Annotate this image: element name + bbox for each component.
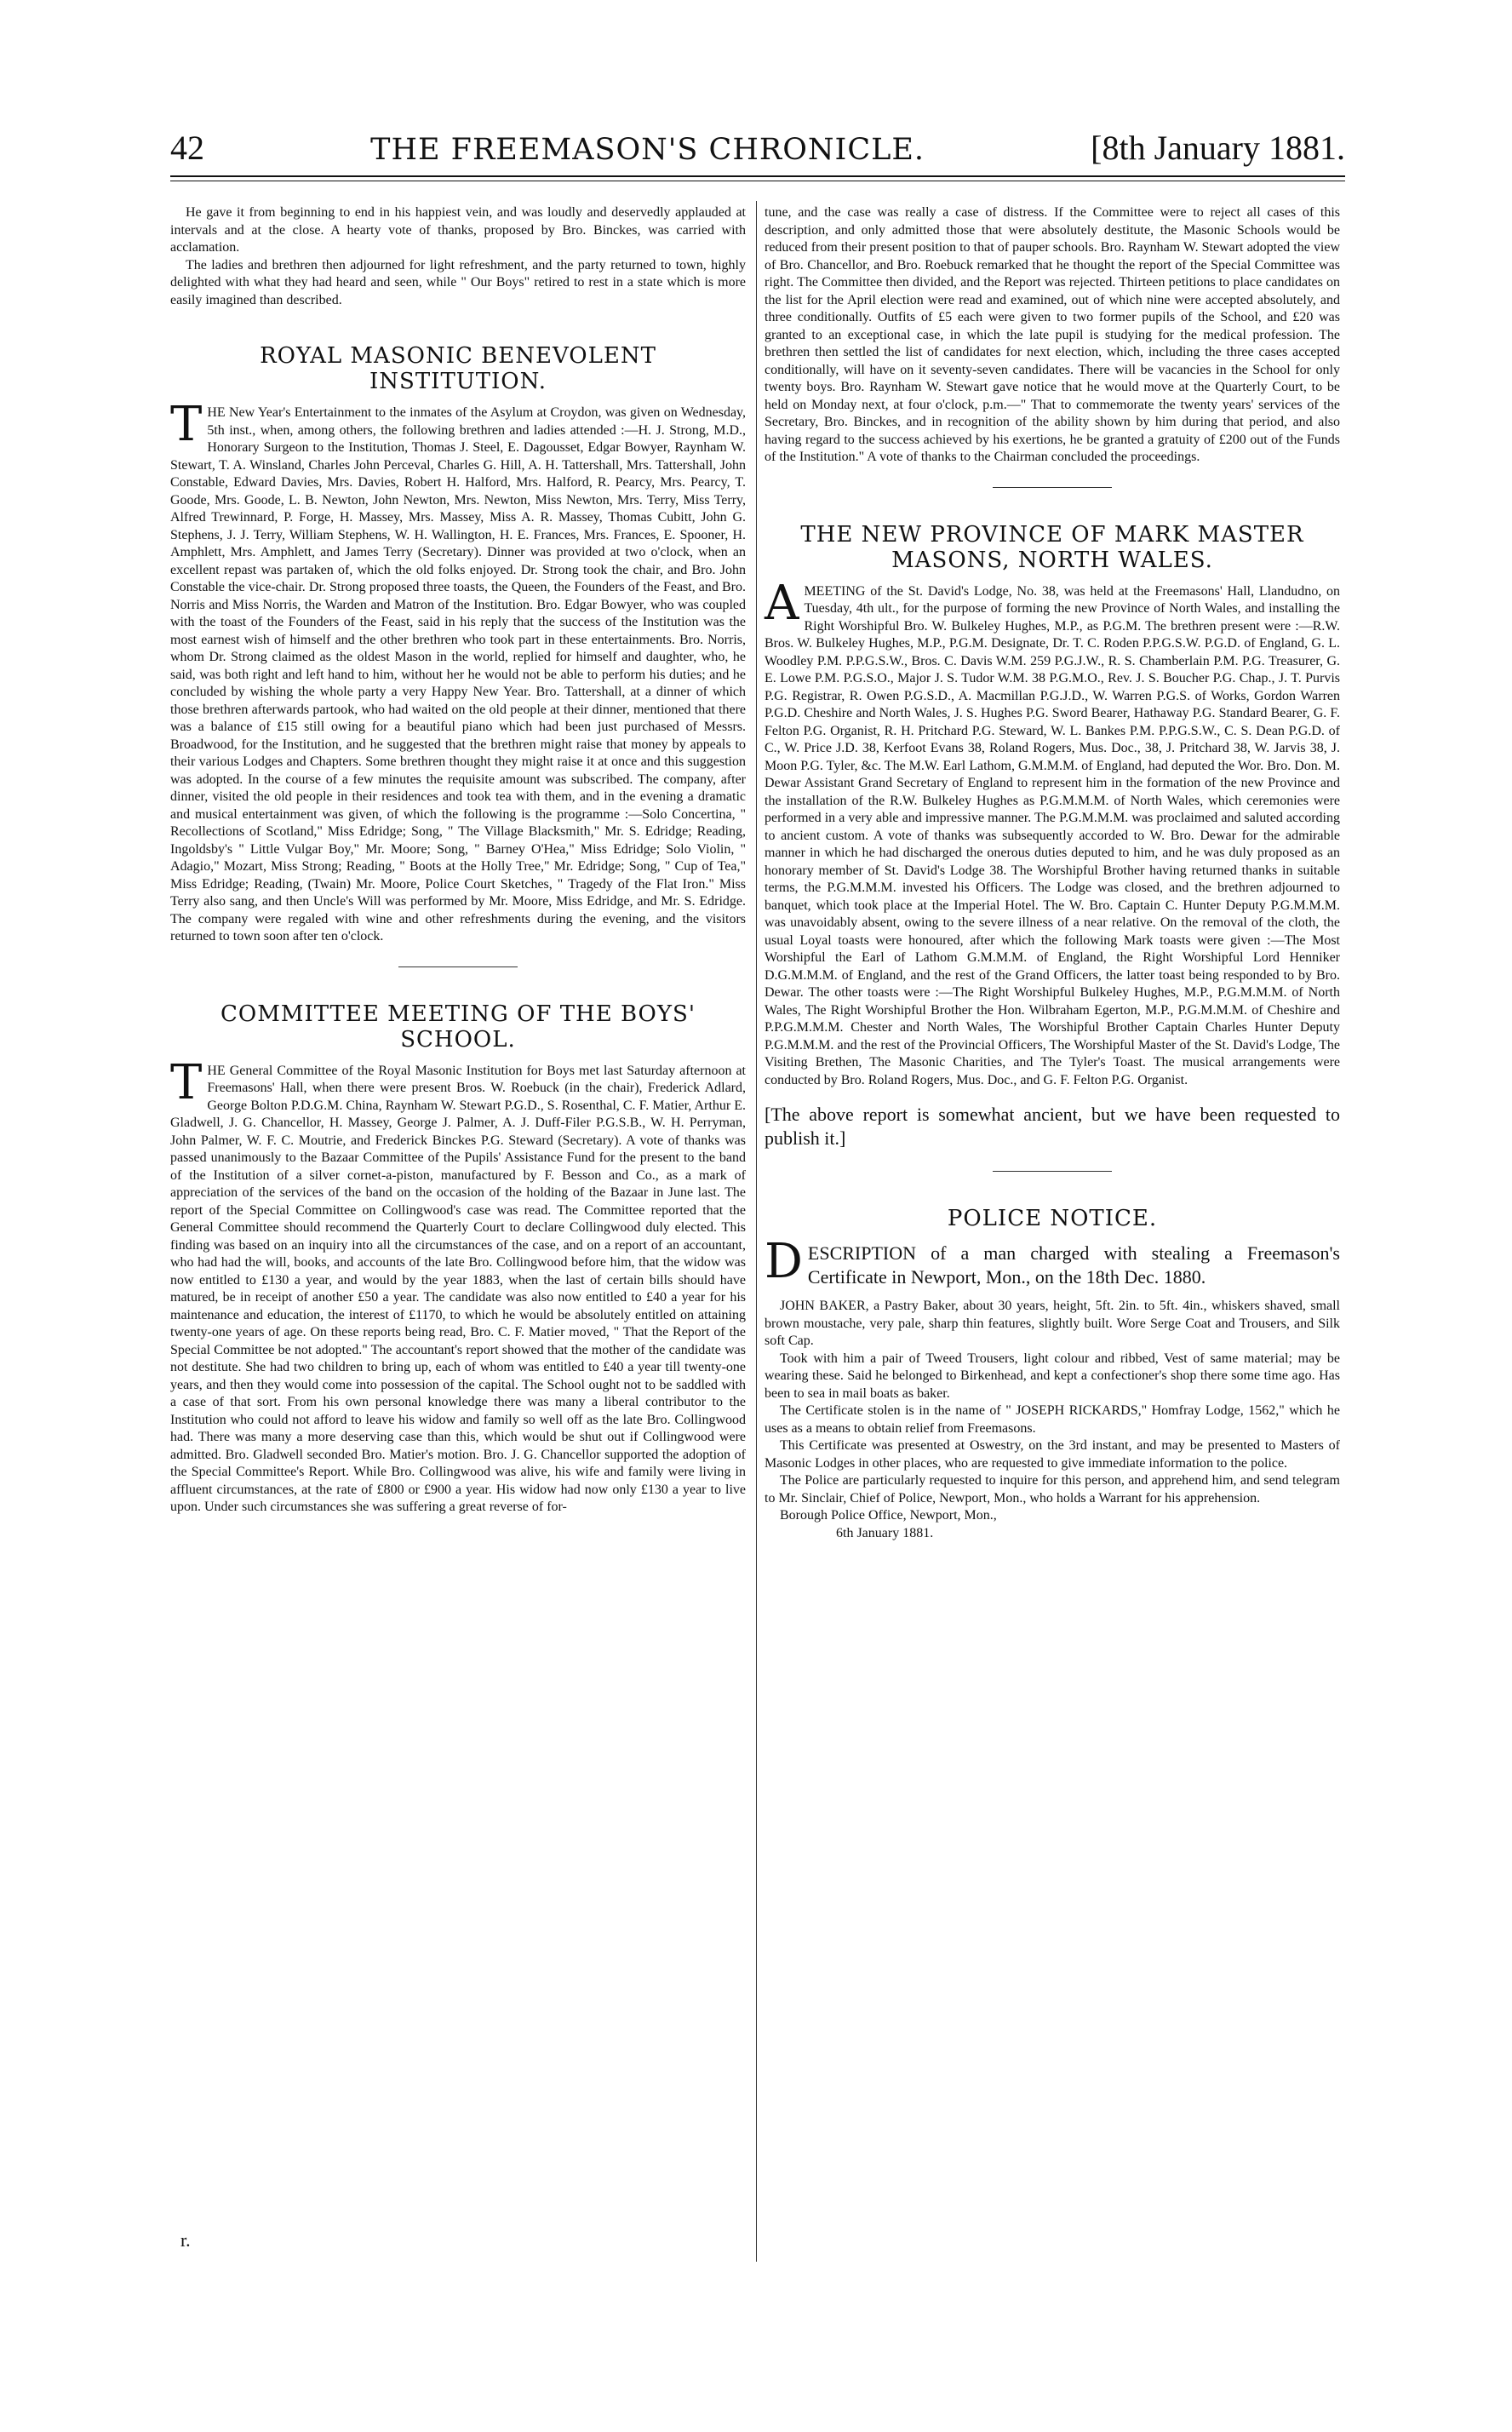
police-paragraph: This Certificate was presented at Oswestry, on the 3rd instant, and may be presented to Masters of Masonic Lodges in other places, who are requested to give immediate information to the police.	[765, 1438, 1340, 1471]
section-divider	[993, 487, 1112, 488]
police-paragraph: The Police are particularly requested to inquire for this person, and apprehend him, and send telegram to Mr. Sinclair, Chief of Police, Newport, Mon., who holds a Warrant for his apprehension.	[765, 1473, 1340, 1506]
committee-heading: COMMITTEE MEETING OF THE BOYS' SCHOOL.	[220, 1001, 696, 1053]
drop-cap: A	[765, 575, 799, 631]
mark-masons-paragraph: AMEETING of the St. David's Lodge, No. 38, was held at the Freemasons' Hall, Llandudno, on Tuesday, 4th ult., for the purpose of forming the new Province of North Wales, and installing the Right Worshipful Bro. W. Bulkeley Hughes, M.P., as P.G.M. The brethren present were :—R.W. Bros. W. Bulkeley Hughes, M.P., P.G.M. Designate, Dr. T. C. Roden P.P.G.S.W. P.G.D. of England, G. L. Woodley P.M. P.P.G.S.W., Bros. C. Davis W.M. 259 P.G.J.W., R. S. Chamberlain P.M. P.G. Treasurer, G. E. Lowe P.M. P.G.S.O., Major J. S. Tudor W.M. 38 P.G.M.O., Rev. J. S. Boucher P.G. Chap., J. T. Purvis P.G. Registrar, R. Owen P.G.S.D., A. Macmillan P.G.J.D., W. Warren P.G.S. of Works, Gordon Warren P.G.D. Cheshire and North Wales, J. S. Hughes P.G. Sword Bearer, Hathaway P.G. Standard Bearer, G. F. Felton P.G. Organist, R. H. Pritchard P.G. Steward, W. L. Bankes P.M. P.P.G.S.W., C. S. Dean P.G.D. of C., W. Price J.D. 38, Kerfoot Evans 38, Roland Rogers, Mus. Doc., 38, J. Pritchard 38, W. Jarvis 38, J. Moon P.G. Tyler, &c. The M.W. Earl Lathom, G.M.M.M. of England, had deputed the Wor. Bro. Don. M. Dewar Assistant Grand Secretary of England to represent him in the formation of the new Province and the installation of the R.W. Bulkeley Hughes as P.G.M.M.M. of North Wales, which ceremonies were performed in a very able and impressive manner. The P.G.M.M.M. was proclaimed and saluted according to ancient custom. A vote of thanks was subsequently accorded to W. Bro. Dewar for the admirable manner in which he had discharged the onerous duties deputed to him, and he was duly proposed as an honorary member of St. David's Lodge 38. The Worshipful Brother having returned thanks in suitable terms, the P.G.M.M.M. invested his Officers. The Lodge was closed, and the brethren adjourned to banquet, which took place at the Imperial Hotel. The W. Bro. Captain C. Hunter Deputy P.G.M.M.M. was unavoidably absent, owing to the severe illness of a near relative. On the removal of the cloth, the usual Loyal toasts were honoured, after which the following Mark toasts were given :—The Most Worshipful the Earl of Lathom G.M.M.M. of England, the Right Worshipful Lord Henniker D.G.M.M.M. of England, and the rest of the Grand Officers, the latter toast being responded to by Bro. Dewar. The other toasts were :—The Right Worshipful Bulkeley Hughes, M.P., P.G.M.M.M. of North Wales, The Right Worshipful Brother the Hon. Wilbraham Egerton, M.P., P.G.M.M.M. of Cheshire and P.P.G.M.M.M. Chester and North Wales, The Worshipful Brother Captain Charles Hunter Deputy P.G.M.M.M. and the rest of the Provincial Officers, The Worshipful Master of the St. David's Lodge, The Visiting Brethen, The Masonic Charities, and The Tyler's Toast. The musical arrangements were conducted by Bro. Roland Rogers, Mus. Doc., and G. F. Felton P.G. Organist.	[765, 575, 1340, 1087]
committee-paragraph: THE General Committee of the Royal Masonic Institution for Boys met last Saturday afternoon at Freemasons' Hall, when there were present Bros. W. Roebuck (in the chair), Frederick Adlard, George Bolton P.D.G.M. China, Raynham W. Stewart P.G.D., S. Rosenthal, C. F. Matier, Arthur E. Gladwell, J. G. Chancellor, H. Massey, George J. Palmer, A. J. Duff-Filer P.G.S.B., W. H. Perryman, John Palmer, W. F. C. Moutrie, and Frederick Binckes P.G. Steward (Secretary). A vote of thanks was passed unanimously to the Bazaar Committee of the Pupils' Assistance Fund for the present to the band of the Institution of a silver cornet-a-piston, manufactured by F. Besson and Co., as a mark of appreciation of the services of the band on the occasion of the holding of the Bazaar in June last. The report of the Special Committee on Collingwood's case was read. The Committee reported that the General Committee should recommend the Quarterly Court to declare Collingwood duly elected. This finding was based on an inquiry into all the circumstances of the case, and on a report of an accountant, who had had the will, books, and accounts of the late Bro. Collingwood before him, that the widow was now entitled to £130 a year, and would by the year 1883, when the last of certain bills should have matured, be in receipt of another £50 a year. The candidate was also now entitled to £40 a year for his maintenance and education, the interest of £1170, to which he would be absolutely entitled on attaining twenty-one years of age. On these reports being read, Bro. C. F. Matier moved, " That the Report of the Special Committee be not adopted." The accountant's report showed that the mother of the candidate was not destitute. She had two children to bring up, each of whom was entitled to £40 a year till twenty-one years, and then they would come into possession of the capital. The School ought not to be saddled with a case of that sort. From his own personal knowledge there was many a liberal contributor to the Institution who could not afford to leave his widow and family so well off as the late Bro. Collingwood had. There was many a more deserving case than this, which would be shut out if Collingwood were admitted. Bro. Gladwell seconded Bro. Matier's motion. Bro. J. G. Chancellor supported the adoption of the Special Committee's Report. While Bro. Collingwood was alive, his wife and family were living in affluent circumstances, at the rate of £800 or £900 a year. His widow had now only £130 a year to live upon. Under such circumstances she was suffering a great reverse of for-	[170, 1054, 746, 1514]
left-column	[170, 204, 746, 1517]
drop-cap: T	[170, 397, 203, 452]
rmbi-heading: ROYAL MASONIC BENEVOLENT INSTITUTION.	[260, 343, 656, 394]
drop-cap: T	[170, 1054, 203, 1110]
section-divider	[993, 1171, 1112, 1172]
header-rule-top	[170, 175, 1345, 177]
police-paragraph: JOHN BAKER, a Pastry Baker, about 30 years, height, 5ft. 2in. to 5ft. 4in., whiskers shaved, small brown moustache, very pale, sharp thin features, slightly built. Wore Serge Coat and Trousers, and Silk soft Cap.	[765, 1299, 1340, 1348]
column-divider	[756, 201, 757, 2262]
police-paragraph: The Certificate stolen is in the name of " JOSEPH RICKARDS," Homfray Lodge, 1562," which he uses as a means to obtain relief from Freemasons.	[765, 1403, 1340, 1436]
rmbi-paragraph: THE New Year's Entertainment to the inmates of the Asylum at Croydon, was given on Wednesday, 5th inst., when, among others, the following brethren and ladies attended :—H. J. Strong, M.D., Honorary Surgeon to the Institution, Thomas J. Steel, E. Dagousset, Edgar Bowyer, Raynham W. Stewart, T. A. Winsland, Charles John Perceval, Charles G. Hill, A. H. Tattershall, Mrs. Tattershall, John Constable, Edward Davies, Mrs. Davies, Robert H. Halford, Mrs. Halford, R. Pearcy, Mrs. Pearcy, T. Goode, Mrs. Goode, L. B. Newton, John Newton, Mrs. Newton, Miss Newton, Mrs. Terry, Miss Terry, Alfred Trewinnard, P. Forge, H. Massey, Mrs. Massey, Miss A. R. Massey, Thomas Cubitt, John G. Stephens, J. J. Terry, William Stephens, W. H. Wallington, H. E. Frances, Mrs. Frances, E. Spooner, H. Amphlett, Mrs. Amphlett, and James Terry (Secretary). Dinner was provided at two o'clock, when an excellent repast was partaken of, which the old folks enjoyed. Dr. Strong took the chair, and Bro. John Constable the vice-chair. Dr. Strong proposed three toasts, the Queen, the Founders of the Feast, and Bro. Norris and Miss Norris, the Warden and Matron of the Institution. Bro. Edgar Bowyer, who was coupled with the toast of the Founders of the Feast, said in his reply that the success of the Institution was the most earnest wish of himself and the other brethren who took part in these entertainments. Bro. Norris, whom Dr. Strong claimed as the oldest Mason in the world, replied for himself and daughter, who, he said, was both right and left hand to him, without her he would not be able to perform his duties; and he concluded by wishing the whole party a very Happy New Year. Bro. Tattershall, at a dinner of which those brethren afterwards partook, who had waited on the old people at their dinner, mentioned that there was a balance of £15 still owing for a beautiful piano which had been just purchased of Messrs. Broadwood, for the Institution, and he suggested that the brethren might raise that money by appeals to their various Lodges and Chapters. Some brethren thought they might raise it at once and this suggestion was adopted. In the course of a few minutes the requisite amount was subscribed. The company, after dinner, visited the old people in their residences and took tea with them, and in the evening a dramatic and musical entertainment was given, of which the following is the programme :—Solo Concertina, " Recollections of Scotland," Miss Edridge; Song, " The Village Blacksmith," Mr. S. Edridge; Reading, Ingoldsby's " Little Vulgar Boy," Mr. Moore; Song, " Barney O'Hea," Miss Edridge; Solo Violin, " Adagio," Mozart, Miss Strong; Reading, " Boots at the Holly Tree," Mr. Edridge; Song, " Cup of Tea," Miss Edridge; Reading, (Twain) Mr. Moore, Police Court Sketches, " Tragedy of the Flat Iron." Miss Terry also sang, and then Uncle's Will was performed by Mr. Moore, Miss Edridge, and Mr. S. Edridge. The company were regaled with wine and other refreshments during the evening, and the visitors returned to town soon after ten o'clock.	[170, 397, 746, 944]
right-column	[765, 204, 1340, 1542]
drop-cap: D	[765, 1234, 803, 1289]
article-paragraph: The ladies and brethren then adjourned for light refreshment, and the party returned to town, highly delighted with what they had heard and seen, while " Our Boys" retired to rest in a state which is more easily imagined than described.	[170, 257, 746, 307]
mark-masons-heading: THE NEW PROVINCE OF MARK MASTER MASONS, NORTH WALES.	[800, 521, 1304, 573]
police-notice-intro: DESCRIPTION of a man charged with stealing a Freemason's Certificate in Newport, Mon., on the 18th Dec. 1880.	[765, 1234, 1340, 1289]
publication-title: THE FREEMASON'S CHRONICLE.	[370, 133, 925, 167]
article-paragraph: He gave it from beginning to end in his happiest vein, and was loudly and deservedly applauded at intervals and at the close. A hearty vote of thanks, proposed by Bro. Binckes, was carried with acclamation.	[170, 205, 746, 255]
page-header	[170, 128, 1345, 170]
police-signature-date: 6th January 1881.	[836, 1525, 934, 1540]
police-signature: Borough Police Office, Newport, Mon.,	[780, 1508, 997, 1523]
editor-note: [The above report is somewhat ancient, but we have been requested to publish it.]	[765, 1104, 1340, 1149]
committee-continuation: tune, and the case was really a case of distress. If the Committee were to reject all cases of this description, and only admitted those that were absolutely destitute, the Masonic Schools would be reduced from their present position to that of pauper schools. Bro. Raynham W. Stewart adopted the view of Bro. Chancellor, and Bro. Roebuck remarked that he thought the report of the Special Committee was right. The Committee then divided, and the Report was rejected. Thirteen petitions to place candidates on the list for the April election were read and examined, out of which nine were accepted absolutely, and three conditionally. Outfits of £5 each were given to two former pupils of the School, and £20 was granted to an exceptional case, in which the late pupil is studying for the medical profession. The brethren then settled the list of candidates for next election, which, including the three cases accepted conditionally, will have on it seventy-seven candidates. There will be vacancies in the School for only twenty boys. Bro. Raynham W. Stewart gave notice that he would move at the Quarterly Court, to be held on Monday next, at four o'clock, p.m.—" That to commemorate the twenty years' services of the Secretary, Bro. Binckes, and in recognition of the ability shown by him during that period, and also having regard to the success achieved by his exertions, he be granted a gratuity of £200 out of the Funds of the Institution." A vote of thanks to the Chairman concluded the proceedings.	[765, 205, 1340, 464]
police-notice-heading: POLICE NOTICE.	[947, 1206, 1158, 1231]
footer-mark: r.	[180, 2229, 191, 2251]
police-paragraph: Took with him a pair of Tweed Trousers, light colour and ribbed, Vest of same material; may be wearing these. Said he belonged to Birkenhead, and kept a confectioner's shop there some time ago. Has been to sea in mail boats as baker.	[765, 1351, 1340, 1401]
issue-date: [8th January 1881.	[1091, 129, 1345, 167]
page-number: 42	[170, 129, 204, 167]
section-divider	[398, 966, 518, 967]
